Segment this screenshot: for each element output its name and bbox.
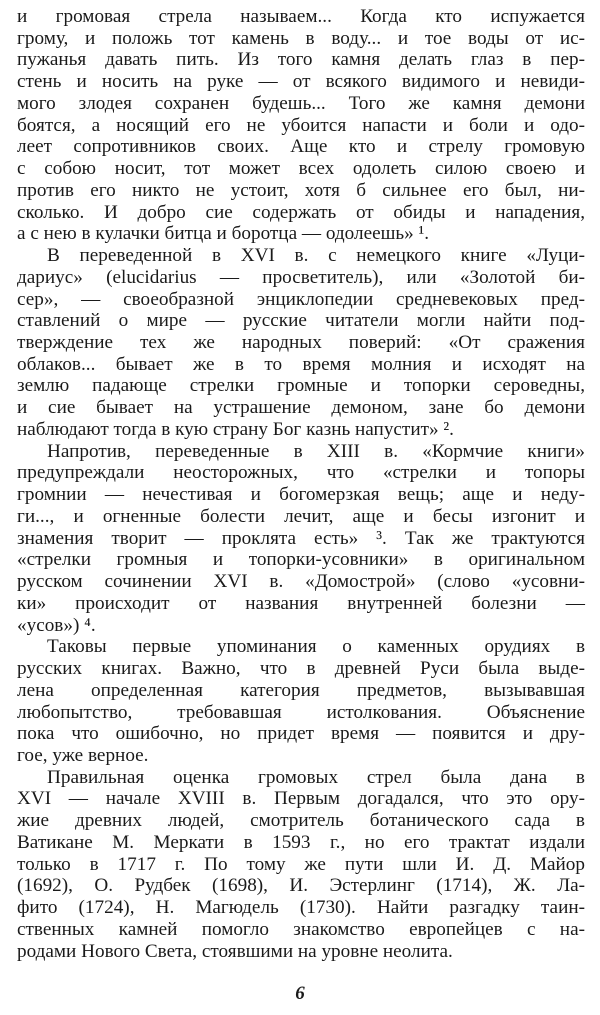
text-line: дариус» (elucidarius — просветитель), или «Золотой би-	[17, 266, 585, 288]
text-line: и сие бывает на устрашение демоном, зане бо демони	[17, 397, 585, 419]
text-line: В переведенной в XVI в. с немецкого книге «Луци-	[47, 245, 585, 267]
text-line: ставлений о мире — русские читатели могли найти под-	[17, 310, 585, 332]
text-line: пужанья давать пить. Из того камня делать глаз в пер-	[17, 49, 585, 71]
text-line: и громовая стрела называем... Когда кто испужается	[17, 6, 585, 27]
text-line: русском сочинении XVI в. «Домострой» (слово «усовни-	[17, 571, 585, 593]
text-line: землю падающе стрелки громные и топорки сероведны,	[17, 375, 585, 397]
text-line: сер», — своеобразной энциклопедии средневековых пред-	[17, 288, 585, 310]
paragraph	[17, 636, 585, 766]
text-line: леет сопротивников своих. Аще кто и стрелу громовую	[17, 136, 585, 158]
text-line: ки» происходит от названия внутренней болезни —	[17, 592, 585, 614]
text-line: пока что ошибочно, но придет время — появится и дру-	[17, 723, 585, 745]
paragraph	[17, 6, 585, 245]
text-line: стень и носить на руке — от всякого видимого и невиди-	[17, 71, 585, 93]
text-line: «усов») ⁴.	[17, 614, 96, 636]
text-line: русских книгах. Важно, что в древней Руси была выде-	[17, 658, 585, 680]
text-line: гое, уже верное.	[17, 744, 149, 766]
text-line: только в 1717 г. По тому же пути шли И. Д. Майор	[17, 853, 585, 875]
text-line: Правильная оценка громовых стрел была дана в	[47, 766, 585, 788]
text-line: мого злодея сохранен будешь... Того же камня демони	[17, 92, 585, 114]
text-line: Напротив, переведенные в XIII в. «Кормчие книги»	[47, 440, 585, 462]
text-line: Ватикане М. Меркати в 1593 г., но его трактат издали	[17, 831, 585, 853]
text-line: боятся, а носящий его не убоится напасти и боли и одо-	[17, 114, 585, 136]
text-line: родами Нового Света, стоявшими на уровне неолита.	[17, 940, 453, 962]
text-line: наблюдают тогда в кую страну Бог казнь напустит» ².	[17, 418, 454, 440]
paragraph	[17, 441, 585, 637]
page-number: 6	[295, 983, 305, 1004]
text-line: а с нею в кулачки битца и боротца — одолеешь» ¹.	[17, 223, 430, 245]
text-line: ги..., и огненные болести лечит, аще и бесы изгонит и	[17, 505, 585, 527]
text-line: (1692), О. Рудбек (1698), И. Эстерлинг (1714), Ж. Ла-	[17, 875, 585, 897]
text-line: ственных камней помогло знакомство европейцев с на-	[17, 918, 585, 940]
text-line: громнии — нечестивая и богомерзкая вещь; аще и неду-	[17, 484, 585, 506]
text-line: против его никто не устоит, хотя б сильнее его был, ни-	[17, 179, 585, 201]
text-line: грому, и положь тот камень в воду... и тое воды от ис-	[17, 27, 585, 49]
text-line: любопытство, требовавшая истолкования. Объяснение	[17, 701, 585, 723]
text-line: «стрелки громныя и топорки-усовники» в оригинальном	[17, 549, 585, 571]
text-line: XVI — начале XVIII в. Первым догадался, что это ору-	[17, 788, 585, 810]
text-line: знамения творит — проклята есть» ³. Так же трактуются	[17, 527, 585, 549]
text-line: жие древних людей, смотритель ботанического сада в	[17, 810, 585, 832]
text-line: предупреждали неосторожных, что «стрелки и топоры	[17, 462, 585, 484]
page-body-text	[17, 6, 585, 962]
paragraph	[17, 245, 585, 441]
text-line: с собою носит, тот может всех одолеть силою своею и	[17, 158, 585, 180]
text-line: лена определенная категория предметов, вызывавшая	[17, 679, 585, 701]
paragraph	[17, 767, 585, 963]
text-line: фито (1724), Н. Магюдель (1730). Найти разгадку таин-	[17, 897, 585, 919]
text-line: облаков... бывает же в то время молния и исходят на	[17, 353, 585, 375]
text-line: сколько. И добро сие содержать от обиды и нападения,	[17, 201, 585, 223]
text-line: тверждение тех же народных поверий: «От сражения	[17, 332, 585, 354]
text-line: Таковы первые упоминания о каменных орудиях в	[47, 636, 585, 658]
